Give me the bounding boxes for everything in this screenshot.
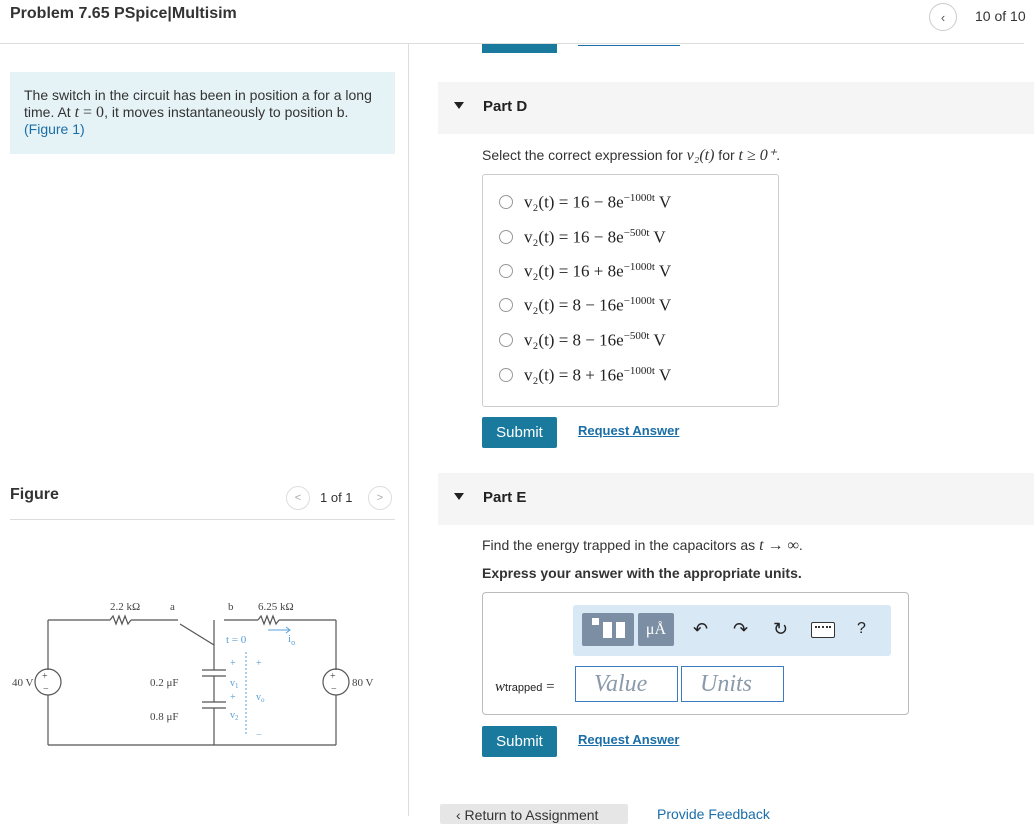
figure-next-button[interactable]: > xyxy=(368,486,392,510)
v40-label: 40 V xyxy=(12,677,34,689)
return-to-assignment-button[interactable]: ‹ Return to Assignment xyxy=(440,804,628,824)
redo-icon[interactable]: ↷ xyxy=(733,619,749,639)
help-icon[interactable]: ? xyxy=(857,620,866,637)
choice-item[interactable]: $v_2(t) = 16 - 8e^{-1000t}$ V xyxy=(499,190,671,214)
r2-label: 6.25 kΩ xyxy=(258,601,294,613)
part-e-request-answer-link[interactable]: Request Answer xyxy=(578,732,680,747)
circuit-diagram xyxy=(12,590,380,810)
vo-plus: + xyxy=(256,658,262,669)
v2-plus: + xyxy=(230,692,236,703)
units-button[interactable]: μÅ xyxy=(638,613,674,646)
problem-pager: 10 of 10 xyxy=(975,8,1026,24)
previous-submit-button[interactable] xyxy=(482,44,557,53)
radio-button[interactable] xyxy=(499,298,513,312)
answer-label: wtrapped = xyxy=(495,679,555,695)
figure-title: Figure xyxy=(10,486,59,503)
switch-a-label: a xyxy=(170,601,175,613)
v1-plus: + xyxy=(230,658,236,669)
problem-title: Problem 7.65 PSpice|Multisim xyxy=(10,5,237,22)
figure-link[interactable]: (Figure 1) xyxy=(24,121,85,137)
choice-item[interactable]: $v_2(t) = 16 + 8e^{-1000t}$ V xyxy=(499,259,671,283)
v2-label: $v_2$ xyxy=(230,710,239,722)
value-input[interactable]: Value xyxy=(575,666,678,702)
part-e-question: Find the energy trapped in the capacitors as t → ∞. xyxy=(482,537,803,554)
figure-count: 1 of 1 xyxy=(320,490,353,505)
v80-plus: + xyxy=(330,671,336,682)
switch-time-label: t = 0 xyxy=(226,634,247,646)
radio-button[interactable] xyxy=(499,230,513,244)
choice-item[interactable]: $v_2(t) = 8 - 16e^{-1000t}$ V xyxy=(499,293,671,317)
radio-button[interactable] xyxy=(499,264,513,278)
radio-button[interactable] xyxy=(499,195,513,209)
part-d-question: Select the correct expression for v₂(t) for t ≥ 0⁺. xyxy=(482,147,781,164)
choice-item[interactable]: $v_2(t) = 8 + 16e^{-1000t}$ V xyxy=(499,363,671,387)
collapse-arrow-icon xyxy=(454,102,464,109)
undo-icon[interactable]: ↶ xyxy=(693,619,709,639)
v1-label: $v_1$ xyxy=(230,678,239,690)
radio-button[interactable] xyxy=(499,368,513,382)
r1-label: 2.2 kΩ xyxy=(110,601,141,613)
io-label: $i_o$ xyxy=(288,633,296,647)
radio-button[interactable] xyxy=(499,333,513,347)
units-input[interactable]: Units xyxy=(681,666,784,702)
c1-label: 0.2 μF xyxy=(150,677,179,689)
math-toolbar xyxy=(573,605,891,656)
previous-request-link[interactable] xyxy=(578,45,680,46)
part-d-title: Part D xyxy=(483,98,528,115)
switch-b-label: b xyxy=(228,601,234,613)
choice-item[interactable]: $v_2(t) = 16 - 8e^{-500t}$ V xyxy=(499,225,666,249)
top-bar xyxy=(0,0,1024,44)
v40-plus: + xyxy=(42,671,48,682)
part-e-submit-button[interactable]: Submit xyxy=(482,726,557,757)
figure-header xyxy=(10,484,395,520)
v80-label: 80 V xyxy=(352,677,374,689)
c2-label: 0.8 μF xyxy=(150,711,179,723)
provide-feedback-link[interactable]: Provide Feedback xyxy=(657,806,770,822)
right-panel xyxy=(410,44,1024,823)
previous-problem-button[interactable]: ‹ xyxy=(929,3,957,31)
choice-list xyxy=(482,174,779,407)
keyboard-icon[interactable] xyxy=(811,622,835,638)
answer-box xyxy=(482,592,909,715)
reset-icon[interactable]: ↻ xyxy=(773,619,789,639)
figure-prev-button[interactable]: < xyxy=(286,486,310,510)
templates-button[interactable] xyxy=(582,613,634,646)
part-d-request-answer-link[interactable]: Request Answer xyxy=(578,423,680,438)
vo-label: $v_o$ xyxy=(256,692,265,704)
part-e-title: Part E xyxy=(483,489,527,506)
collapse-arrow-icon xyxy=(454,493,464,500)
part-d-submit-button[interactable]: Submit xyxy=(482,417,557,448)
vo-minus: − xyxy=(256,730,262,741)
choice-item[interactable]: $v_2(t) = 8 - 16e^{-500t}$ V xyxy=(499,328,666,352)
problem-statement: The switch in the circuit has been in position a for a long time. At t = 0, it moves instantaneously to position b. (Figure 1) xyxy=(10,72,395,154)
part-e-instruction: Express your answer with the appropriate units. xyxy=(482,565,802,581)
part-d-header[interactable] xyxy=(438,82,1034,134)
v40-minus: − xyxy=(43,684,49,695)
v80-minus: − xyxy=(331,684,337,695)
part-e-header[interactable] xyxy=(438,473,1034,525)
